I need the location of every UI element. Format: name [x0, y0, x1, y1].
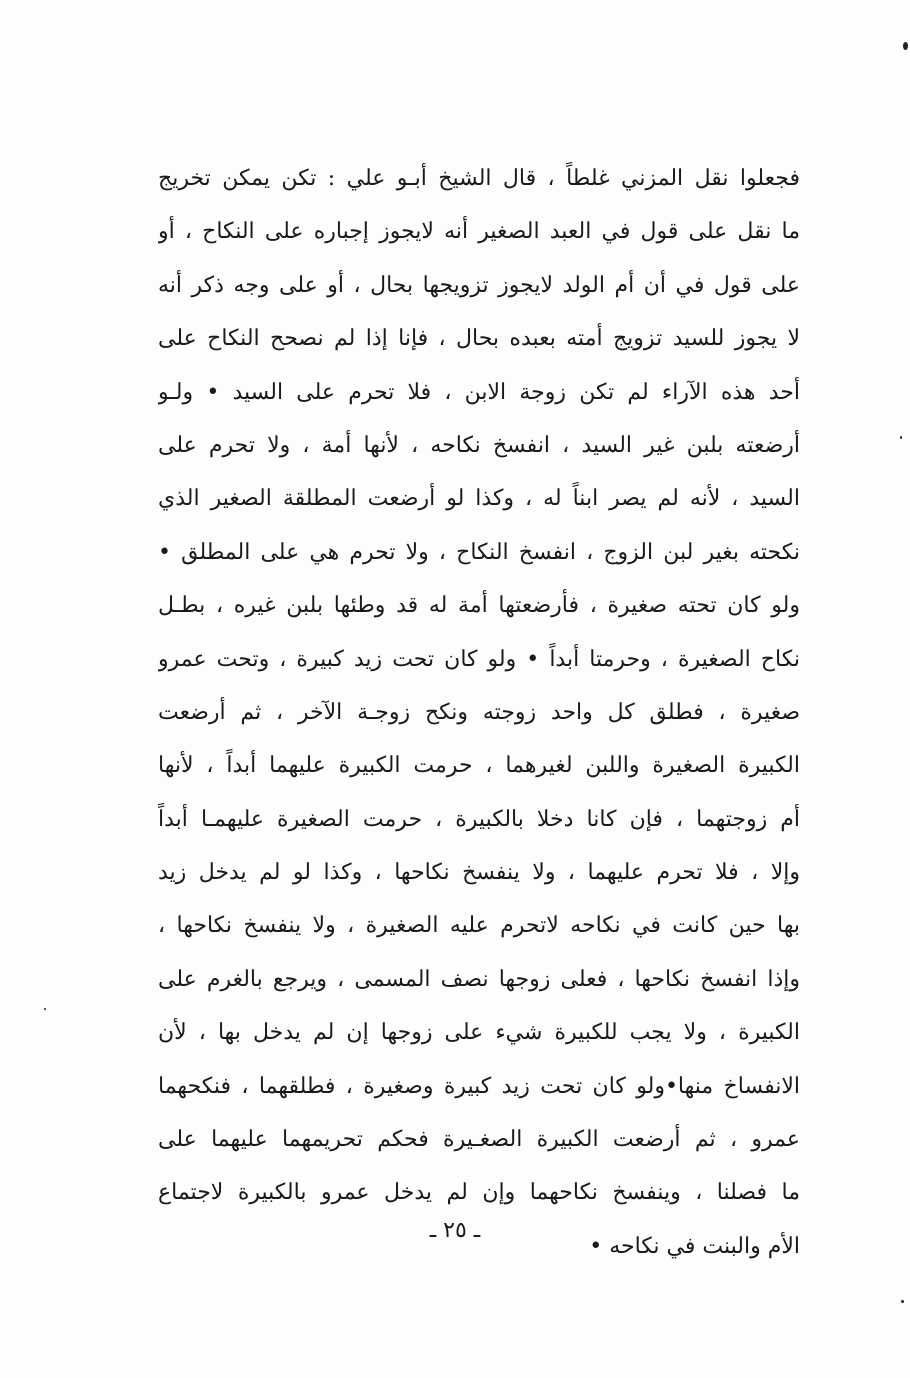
- page-number: ـ ٢٥ ـ: [429, 1218, 481, 1243]
- scan-speck: [44, 1008, 46, 1010]
- text-line: أرضعته بلبن غير السيد ، انفسخ نكاحه ، لأنها أمة ، ولا تحرم على: [158, 432, 800, 458]
- text-line: عمرو ، ثم أرضعت الكبيرة الصغـيرة فحكم تحريمهما عليهما على: [158, 1127, 800, 1153]
- text-line: ما نقل على قول في العبد الصغير أنه لايجوز إجباره على النكاح ، أو: [158, 219, 800, 245]
- text-line: وإلا ، فلا تحرم عليهما ، ولا ينفسخ نكاحها ، وكذا لو لم يدخل زيد: [158, 860, 800, 886]
- text-line: وإذا انفسخ نكاحها ، فعلى زوجها نصف المسمى ، ويرجع بالغرم على: [158, 966, 800, 992]
- text-line: فجعلوا نقل المزني غلطاً ، قال الشيخ أبـو علي : تكن يمكن تخريج: [158, 166, 800, 191]
- scan-speck: [901, 1300, 904, 1303]
- scan-speck: [900, 436, 902, 439]
- text-line: على قول في أن أم الولد لايجوز تزويجها بحال ، أو على وجه ذكر أنه: [158, 272, 800, 298]
- text-line: الكبيرة الصغيرة واللبن لغيرهما ، حرمت الكبيرة عليهما أبداً ، لأنها: [158, 753, 800, 779]
- text-line: بها حين كانت في نكاحه لاتحرم عليه الصغيرة ، ولا ينفسخ نكاحها ،: [158, 913, 800, 939]
- text-line: ما فصلنا ، وينفسخ نكاحهما وإن لم يدخل عمرو بالكبيرة لاجتماع: [158, 1180, 800, 1206]
- scan-speck: [903, 42, 908, 50]
- text-line: ولو كان تحته صغيرة ، فأرضعتها أمة له قد وطئها بلبن غيره ، بطـل: [158, 593, 800, 619]
- text-line: صغيرة ، فطلق كل واحد زوجته ونكح زوجـة الآخر ، ثم أرضعت: [158, 699, 800, 725]
- body-text: [158, 152, 800, 1273]
- text-line: نكحته بغير لبن الزوج ، انفسخ النكاح ، ولا تحرم هي على المطلق •: [158, 539, 800, 565]
- text-line: لا يجوز للسيد تزويج أمته بعبده بحال ، فإنا إذا لم نصحح النكاح على: [158, 326, 800, 352]
- text-line: السيد ، لأنه لم يصر ابناً له ، وكذا لو أرضعت المطلقة الصغير الذي: [158, 486, 800, 512]
- text-line: الكبيرة ، ولا يجب للكبيرة شيء على زوجها إن لم يدخل بها ، لأن: [158, 1020, 800, 1046]
- text-line-final: الأم والبنت في نكاحه •: [589, 1233, 800, 1259]
- text-line: أحد هذه الآراء لم تكن زوجة الابن ، فلا تحرم على السيد • ولـو: [158, 379, 800, 405]
- text-line: الانفساخ منها•ولو كان تحت زيد كبيرة وصغيرة ، فطلقهما ، فنكحهما: [158, 1073, 800, 1099]
- text-line: أم زوجتهما ، فإن كانا دخلا بالكبيرة ، حرمت الصغيرة عليهمـا أبداً: [158, 806, 800, 832]
- text-line: نكاح الصغيرة ، وحرمتا أبداً • ولو كان تحت زيد كبيرة ، وتحت عمرو: [158, 646, 800, 672]
